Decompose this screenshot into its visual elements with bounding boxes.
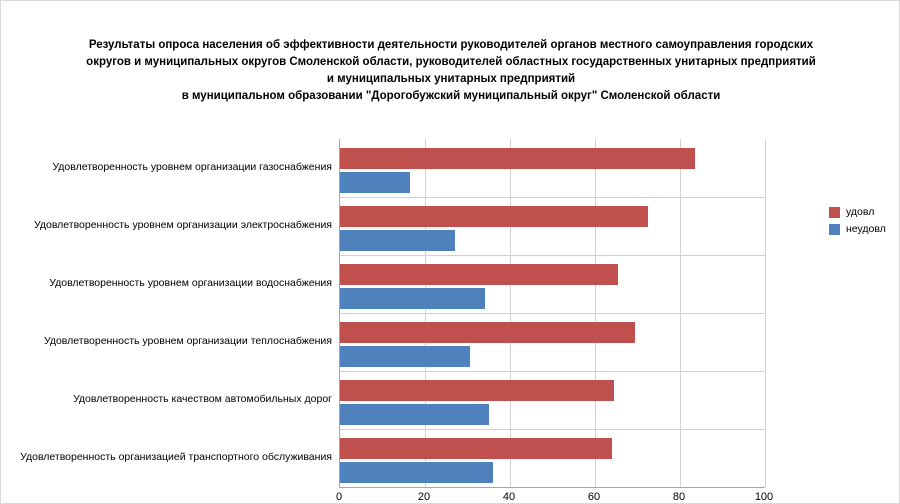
x-tick-label: 40 (502, 491, 516, 503)
bar-удовл-4 (340, 380, 614, 401)
category-separator (340, 313, 765, 314)
category-label: Удовлетворенность уровнем организации теплоснабжения (43, 335, 332, 347)
bar-неудовл-4 (340, 404, 489, 425)
bar-неудовл-3 (340, 346, 470, 367)
category-separator (340, 197, 765, 198)
legend-swatch-icon (829, 207, 840, 218)
category-label: Удовлетворенность уровнем организации газоснабжения (52, 161, 332, 173)
bar-неудовл-0 (340, 172, 410, 193)
plot-area (339, 139, 765, 488)
x-tick-label: 80 (672, 491, 686, 503)
chart-title-line-1: Результаты опроса населения об эффективности деятельности руководителей органов местного самоуправления городских (88, 39, 814, 51)
bar-удовл-1 (340, 206, 648, 227)
legend-item-неудовл[interactable] (829, 223, 886, 235)
legend-item-удовл[interactable] (829, 206, 886, 218)
gridline (765, 139, 766, 487)
bar-удовл-3 (340, 322, 635, 343)
x-tick-label: 0 (335, 491, 343, 503)
bar-удовл-5 (340, 438, 612, 459)
category-separator (340, 371, 765, 372)
bar-неудовл-2 (340, 288, 485, 309)
chart-legend (829, 206, 886, 240)
legend-label: удовл (846, 206, 875, 218)
bar-неудовл-1 (340, 230, 455, 251)
category-separator (340, 255, 765, 256)
legend-label: неудовл (846, 223, 886, 235)
category-label: Удовлетворенность уровнем организации водоснабжения (49, 277, 332, 289)
x-tick-label: 100 (754, 491, 774, 503)
category-label: Удовлетворенность качеством автомобильных дорог (73, 393, 332, 405)
category-label: Удовлетворенность уровнем организации электроснабжения (34, 219, 332, 231)
chart-title-line-4: в муниципальном образовании "Дорогобужский муниципальный округ" Смоленской области (181, 90, 721, 102)
bar-неудовл-5 (340, 462, 493, 483)
x-tick-label: 20 (417, 491, 431, 503)
chart-title-line-3: и муниципальных унитарных предприятий (326, 73, 576, 85)
bar-удовл-2 (340, 264, 618, 285)
category-label: Удовлетворенность организацией транспортного обслуживания (20, 451, 332, 463)
chart-title (61, 37, 841, 105)
x-tick-label: 60 (587, 491, 601, 503)
legend-swatch-icon (829, 224, 840, 235)
chart-title-line-2: округов и муниципальных округов Смоленской области, руководителей областных государственных унитарных предприятий (86, 56, 816, 68)
bar-удовл-0 (340, 148, 695, 169)
category-separator (340, 429, 765, 430)
